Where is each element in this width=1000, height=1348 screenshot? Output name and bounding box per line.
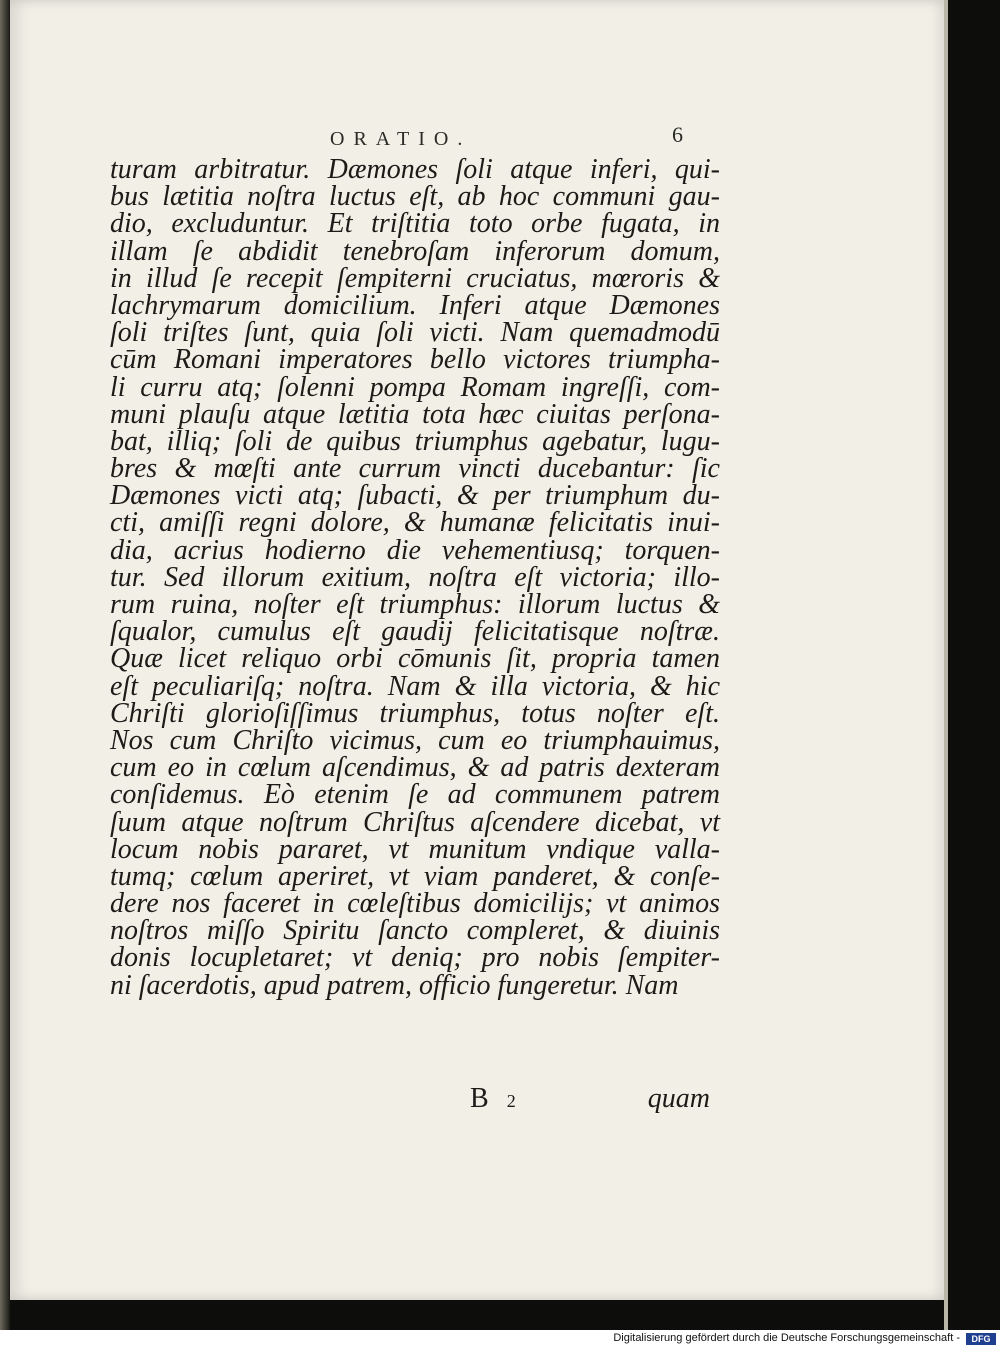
text-line: ni ſacerdotis, apud patrem, officio fungeretur. Nam: [110, 969, 679, 1001]
text-line: Dæmones victi atq; ſubacti, & per triumphum du-: [110, 480, 720, 512]
text-line: li curru atq; ſolenni pompa Romam ingreſſi, com-: [110, 371, 720, 403]
signature-mark: [470, 1083, 516, 1115]
page-number: 6: [672, 122, 683, 147]
text-line: muni plauſu atque lætitia tota hæc ciuitas perſona-: [110, 398, 720, 430]
body-text: [110, 156, 720, 999]
text-line: cum eo in cœlum aſcendimus, & ad patris dexteram: [110, 752, 720, 784]
signature-letter: B: [470, 1083, 489, 1114]
text-line: bat, illiq; ſoli de quibus triumphus agebatur, lugu-: [110, 425, 720, 457]
text-line: in illud ſe recepit ſempiterni cruciatus, mœroris &: [110, 262, 720, 294]
right-page-edge: [944, 0, 948, 1330]
text-line: dia, acrius hodierno die vehementiusq; torquen-: [110, 534, 720, 566]
text-line: ſuum atque noſtrum Chriſtus aſcendere dicebat, vt: [110, 806, 720, 838]
catchword: quam: [647, 1083, 710, 1114]
text-line: illam ſe abdidit tenebroſam inferorum domum,: [110, 235, 720, 267]
text-line: dere nos faceret in cœleſtibus domicilijs; vt animos: [110, 888, 720, 920]
text-line: tumq; cœlum aperiret, vt viam panderet, & conſe-: [110, 860, 720, 892]
text-line: tur. Sed illorum exitium, noſtra eſt victoria; illo-: [110, 561, 720, 593]
text-line: rum ruina, noſter eſt triumphus: illorum luctus &: [110, 589, 720, 620]
text-line: eſt peculiariſq; noſtra. Nam & illa victoria, & hic: [110, 670, 720, 702]
dfg-logo-icon: DFG: [966, 1333, 996, 1345]
text-line: donis locupletaret; vt deniq; pro nobis ſempiter-: [110, 942, 720, 974]
text-line: Chriſti glorioſiſſimus triumphus, totus noſter eſt.: [110, 697, 720, 729]
credit-text: Digitalisierung gefördert durch die Deutsche Forschungsgemeinschaft -: [613, 1332, 960, 1344]
page-footer: [110, 1083, 710, 1113]
text-line: bres & mœſti ante currum vincti ducebantur: ſic: [110, 453, 720, 485]
text-line: dio, excluduntur. Et triſtitia toto orbe fugata, in: [110, 208, 720, 240]
text-line: locum nobis pararet, vt munitum vndique valla-: [110, 833, 720, 865]
text-line: cūm Romani imperatores bello victores triumpha-: [110, 344, 720, 376]
text-line: cti, amiſſi regni dolore, & humanæ felicitatis inui-: [110, 507, 720, 539]
text-line: Nos cum Chriſto vicimus, cum eo triumphauimus,: [110, 724, 720, 756]
text-line: ſqualor, cumulus eſt gaudij felicitatisque noſtræ.: [110, 616, 720, 648]
text-line: bus lætitia noſtra luctus eſt, ab hoc communi gau-: [110, 181, 720, 213]
text-line: Quæ licet reliquo orbi cōmunis ſit, propria tamen: [110, 643, 720, 675]
credit-bar: [0, 1330, 1000, 1348]
text-line: ſoli triſtes ſunt, quia ſoli victi. Nam quemadmodū: [110, 317, 720, 349]
left-page-edge: [0, 0, 10, 1330]
signature-number: 2: [506, 1091, 516, 1111]
text-line: turam arbitratur. Dæmones ſoli atque inferi, qui-: [110, 154, 720, 185]
text-line: noſtros miſſo Spiritu ſancto compleret, & diuinis: [110, 915, 720, 947]
text-line: conſidemus. Eò etenim ſe ad communem patrem: [110, 779, 720, 811]
text-line: lachrymarum domicilium. Inferi atque Dæmones: [110, 289, 720, 321]
running-head: ORATIO.: [330, 128, 472, 150]
